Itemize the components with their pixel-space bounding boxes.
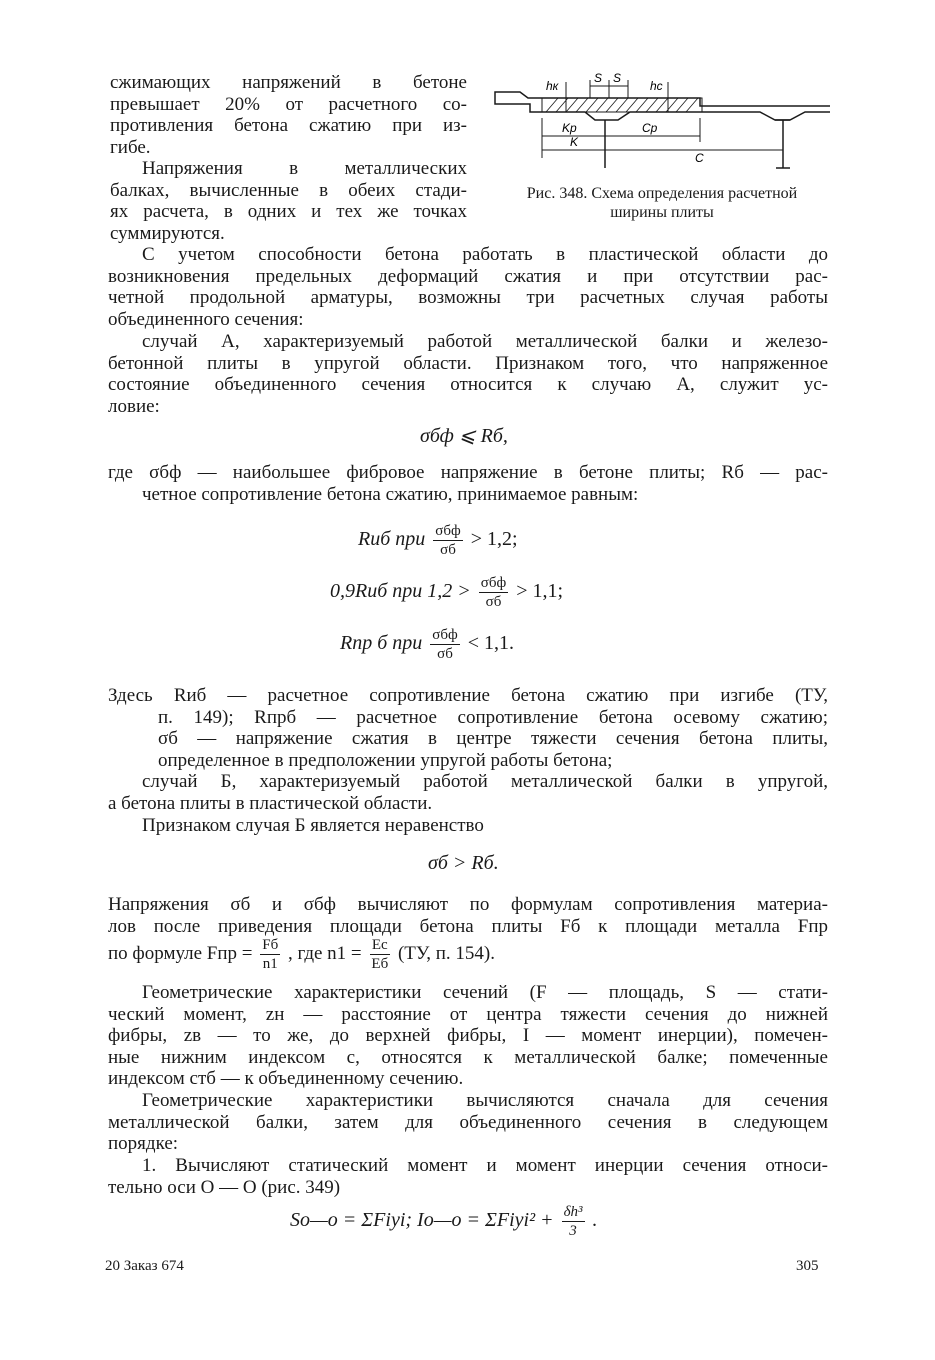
- text-line: С учетом способности бетона работать в пластической области до: [142, 244, 828, 265]
- case-b-paragraph: [108, 771, 828, 814]
- text-line: ловие:: [108, 395, 160, 417]
- fraction: [430, 626, 459, 663]
- fraction: [260, 936, 280, 973]
- formula-line: [108, 936, 495, 973]
- text-line: случай Б, характеризуемый работой металлической балки в упругой,: [142, 771, 828, 792]
- caption-line: ширины плиты: [610, 204, 714, 221]
- text-line: порядке:: [108, 1133, 179, 1154]
- text-line: металлической балки, затем для объединенного сечения в следующем: [108, 1111, 828, 1133]
- formula-3: [340, 626, 514, 663]
- denominator: σб: [437, 646, 453, 662]
- text-line: балках, вычисленные в обеих стади-: [110, 179, 467, 201]
- text-line: фибры, zв — то же, до верхней фибры, I — момент инерции), помечен-: [108, 1025, 828, 1046]
- label-k: K: [570, 135, 579, 149]
- formula-text: Rпр б при: [340, 632, 423, 655]
- numerator: σбф: [432, 627, 458, 643]
- caption-line: Рис. 348. Схема определения расчетной: [526, 185, 798, 202]
- denominator: Eб: [371, 956, 389, 972]
- label-hk: hк: [546, 79, 559, 93]
- text-line: бетонной плиты в упругой области. Признаком того, что напряженное: [108, 352, 828, 374]
- text-line: Здесь Rиб — расчетное сопротивление бетона сжатию при изгибе (ТУ,: [108, 685, 828, 706]
- denominator: σб: [440, 542, 456, 558]
- case-a-paragraph: [108, 331, 828, 417]
- text-line: индексом стб — к объединенному сечению.: [108, 1068, 464, 1089]
- text-line: 1. Вычисляют статический момент и момент инерции сечения относи-: [142, 1155, 828, 1176]
- here-paragraph: [108, 685, 828, 771]
- label-hc: hc: [650, 79, 663, 93]
- formula-text: Rиб при: [358, 528, 426, 551]
- text-line: ческий момент, zн — расстояние от центра тяжести сечения до нижней: [108, 1003, 828, 1025]
- formula-text: < 1,1.: [467, 632, 514, 655]
- text-line: ях расчета, в одних и тех же точках: [110, 201, 467, 222]
- text-line: σб — напряжение сжатия в центре тяжести сечения бетона плиты,: [158, 728, 828, 749]
- beam-section-diagram: [490, 68, 840, 178]
- denominator: n1: [262, 956, 278, 972]
- label-kp: Kр: [562, 121, 577, 135]
- numerator: δh³: [563, 1204, 583, 1220]
- numerator: σбф: [435, 523, 461, 539]
- stress-paragraph: [108, 894, 828, 937]
- numerator: Fб: [262, 937, 279, 953]
- label-s1: S: [594, 71, 603, 85]
- formula-text: > 1,2;: [470, 528, 518, 551]
- figure-caption: [492, 184, 832, 222]
- item-1-paragraph: [108, 1155, 828, 1198]
- numerator: σбф: [480, 575, 507, 591]
- sign-b-line: Признаком случая Б является неравенство: [142, 815, 484, 836]
- formula-text: по формуле Fпр =: [108, 942, 253, 964]
- page-number: 305: [796, 1258, 819, 1274]
- formula-condition: σбф ⩽ Rб,: [420, 425, 508, 447]
- text-line: лов после приведения площади бетона плиты Fб к площади металла Fпр: [108, 915, 828, 937]
- text-line: Напряжения в металлических: [142, 158, 467, 179]
- denominator: 3: [569, 1223, 577, 1239]
- text-line: тельно оси О — О (рис. 349): [108, 1176, 341, 1198]
- formula-text: > 1,1;: [516, 580, 564, 603]
- text-line: объединенного сечения:: [108, 308, 304, 330]
- label-cp: Cр: [642, 121, 658, 135]
- geometry-paragraph: [108, 982, 828, 1090]
- text-line: сжимающих напряжений в бетоне: [110, 72, 467, 93]
- where-paragraph: [108, 462, 828, 505]
- formula-b: σб > Rб.: [428, 852, 499, 874]
- text-line: суммируются.: [110, 222, 225, 244]
- denominator: σб: [485, 594, 502, 610]
- text-line: а бетона плиты в пластической области.: [108, 792, 433, 814]
- text-line: превышает 20% от расчетного со-: [110, 93, 467, 115]
- text-line: Геометрические характеристики сечений (F — площадь, S — стати-: [142, 982, 828, 1003]
- text-line: Геометрические характеристики вычисляются сначала для сечения: [142, 1090, 828, 1111]
- formula-text: , где n1 =: [287, 942, 362, 964]
- formula-final: [290, 1203, 598, 1240]
- formula-text: 0,9Rиб при 1,2 >: [330, 580, 471, 603]
- text-line: четное сопротивление бетона сжатию, принимаемое равным:: [142, 483, 639, 505]
- text-line: противления бетона сжатию при из-: [110, 115, 467, 136]
- formula-text: So—o = ΣFiyi; Io—o = ΣFiyi² +: [290, 1209, 554, 1232]
- left-column-paragraph-2: [110, 158, 467, 244]
- formula-2: [330, 574, 563, 611]
- formula-text: .: [592, 1209, 598, 1232]
- text-line: возникновения предельных деформаций сжатия и при отсутствии рас-: [108, 265, 828, 287]
- fraction: [433, 522, 462, 559]
- fraction: [562, 1203, 585, 1240]
- text-line: четной продольной арматуры, возможны три расчетных случая работы: [108, 287, 828, 308]
- fraction: [369, 936, 390, 973]
- fraction: [479, 574, 508, 611]
- numerator: Eс: [371, 937, 388, 953]
- text-line: п. 149); Rпрб — расчетное сопротивление бетона осевому сжатию;: [158, 706, 828, 728]
- footer-left: 20 Заказ 674: [105, 1258, 184, 1274]
- geometry-paragraph-2: [108, 1090, 828, 1155]
- formula-1: [358, 522, 518, 559]
- text-line: состояние объединенного сечения относится к случаю А, служит ус-: [108, 374, 828, 395]
- text-line: Напряжения σб и σбф вычисляют по формулам сопротивления материа-: [108, 894, 828, 915]
- text-line: определенное в предположении упругой работы бетона;: [158, 749, 613, 771]
- left-column-paragraph: [110, 72, 467, 158]
- main-paragraph: [108, 244, 828, 330]
- label-s2: S: [613, 71, 622, 85]
- label-c: C: [695, 151, 704, 165]
- formula-text: (ТУ, п. 154).: [397, 942, 495, 964]
- text-line: где σбф — наибольшее фибровое напряжение в бетоне плиты; Rб — рас-: [108, 462, 828, 483]
- text-line: случай А, характеризуемый работой металлической балки и железо-: [142, 331, 828, 352]
- text-line: ные нижним индексом с, относятся к металлической балке; помеченные: [108, 1046, 828, 1068]
- text-line: гибе.: [110, 136, 151, 158]
